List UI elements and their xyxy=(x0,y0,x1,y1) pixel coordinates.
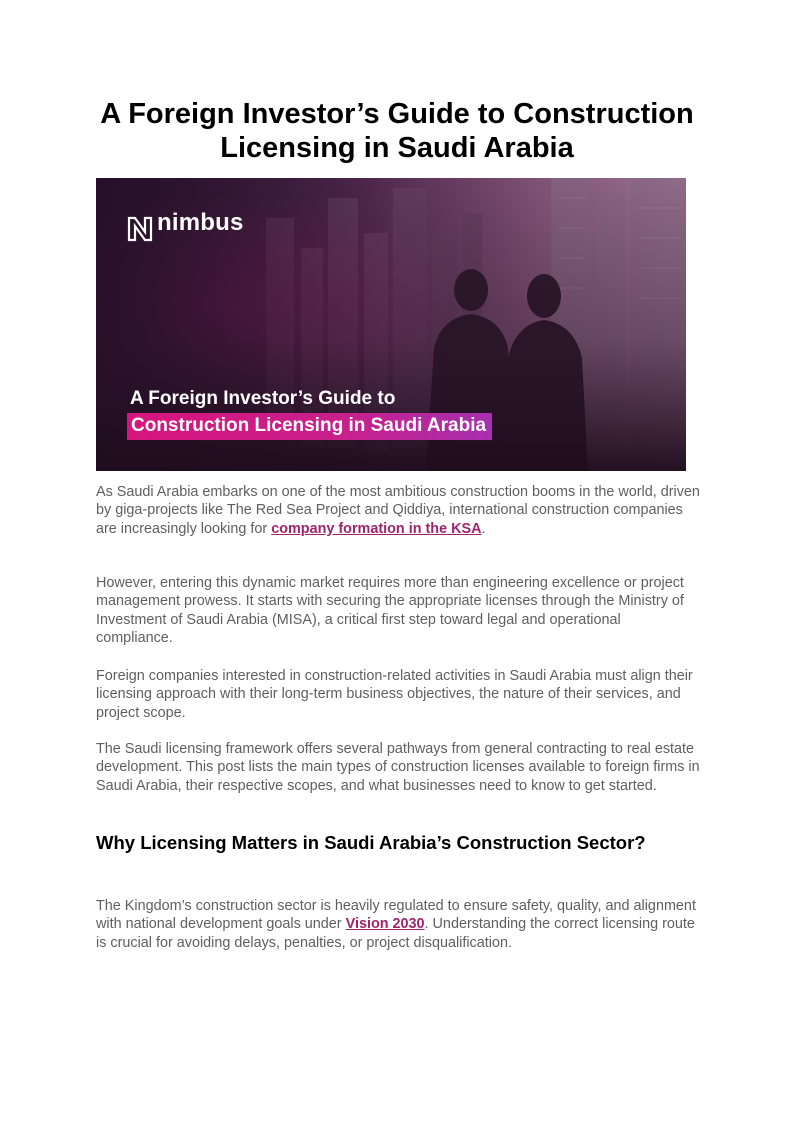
paragraph-objectives: Foreign companies interested in construction-related activities in Saudi Arabia must align their licensing approach with their long-term business objectives, the nature of their services, and project scope. xyxy=(96,668,693,721)
vision-end: . Understanding the correct licensing route is crucial for avoiding delays, penalties, or project disqualification. xyxy=(96,916,695,951)
brand-logo-text: nimbus xyxy=(157,209,244,236)
vision-text: The Kingdom’s construction sector is heavily regulated to ensure safety, quality, and alignment with national development goals under xyxy=(96,898,696,933)
paragraph-misa: However, entering this dynamic market requires more than engineering excellence or project management prowess. It starts with securing the appropriate licenses through the Ministry of Investment of Saudi Arabia (MISA), a critical first step toward legal and operational compliance. xyxy=(96,575,684,646)
hero-headline-line1: A Foreign Investor’s Guide to xyxy=(130,388,396,409)
paragraph-vision xyxy=(96,897,700,952)
intro-paragraph xyxy=(96,483,700,538)
section-heading: Why Licensing Matters in Saudi Arabia’s Construction Sector? xyxy=(96,832,646,853)
hero-headline-line2: Construction Licensing in Saudi Arabia xyxy=(127,413,492,440)
intro-end: . xyxy=(481,520,486,537)
vision-2030-link[interactable]: Vision 2030 xyxy=(345,916,425,933)
company-formation-link[interactable]: company formation in the KSA xyxy=(271,520,482,537)
page-title: A Foreign Investor’s Guide to Construction Licensing in Saudi Arabia xyxy=(100,98,694,164)
paragraph-framework: The Saudi licensing framework offers several pathways from general contracting to real estate development. This post lists the main types of construction licenses available to foreign firms in Saudi Arabia, their respective scopes, and what businesses need to know to get started. xyxy=(96,741,700,794)
intro-text: As Saudi Arabia embarks on one of the most ambitious construction booms in the world, driven by giga-projects like The Red Sea Project and Qiddiya, international construction companies are increasingly looking for xyxy=(96,484,700,537)
